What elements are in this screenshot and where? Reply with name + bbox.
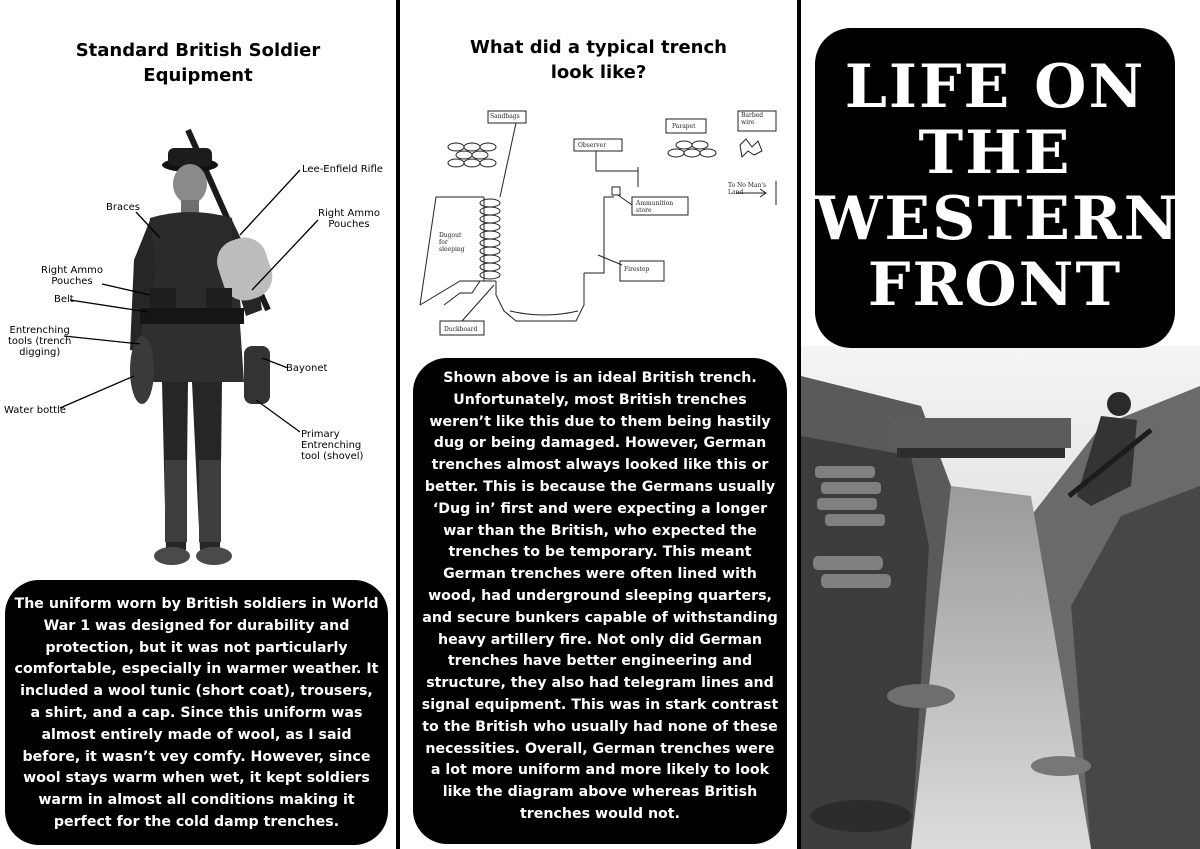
- trench-heading-line2: look like?: [550, 62, 647, 83]
- equipment-heading-line2: Equipment: [143, 65, 253, 86]
- diagram-label-parapet: Parapet: [672, 123, 696, 130]
- callout-entrenching-tools: Entrenching tools (trench digging): [8, 325, 72, 358]
- title-line-1: LIFE ON: [844, 52, 1146, 122]
- diagram-label-to-front: To No Man's Land: [728, 182, 767, 196]
- diagram-label-duckboard: Duckboard: [444, 326, 478, 333]
- equipment-heading-line1: Standard British Soldier: [75, 40, 321, 61]
- callout-primary-tool: Primary Entrenching tool (shovel): [301, 429, 364, 462]
- title-line-3: WESTERN: [815, 184, 1181, 254]
- title-panel: [801, 0, 1200, 849]
- diagram-label-observer: Observer: [578, 142, 607, 149]
- title-line-2: THE: [918, 118, 1072, 188]
- trench-photo: [801, 346, 1200, 849]
- callout-right-ammo-upper: Right Ammo Pouches: [318, 208, 380, 230]
- trench-diagram: [400, 105, 797, 345]
- trench-description: Shown above is an ideal British trench. Unfortunately, most British trenches weren’t like this due to them being hastily dug or being damaged. However, German trenches almost always looked like this or better. This is because the Germans usually ‘Dug in’ first and were expecting a longer war than the British, who expected the trenches to be temporary. This meant German trenches were often lined with wood, had underground sleeping quarters, and secure bunkers capable of withstanding heavy artillery fire. Not only did German trenches have better engineering and structure, they also had telegram lines and signal equipment. This was in stark contrast to the British who usually had none of these necessities. Overall, German trenches were a lot more uniform and more likely to look like the diagram above whereas British trenches would not.: [413, 358, 787, 844]
- callout-belt: Belt: [54, 294, 74, 305]
- trench-panel: [400, 0, 797, 849]
- diagram-label-sandbags: Sandbags: [490, 113, 520, 120]
- callout-water-bottle: Water bottle: [4, 405, 66, 416]
- callout-bayonet: Bayonet: [286, 363, 328, 374]
- equipment-heading: [0, 38, 396, 88]
- diagram-label-dugout: Dugout for sleeping: [439, 232, 465, 253]
- callout-rifle: Lee-Enfield Rifle: [302, 164, 383, 175]
- equipment-panel: [0, 0, 396, 849]
- uniform-description: The uniform worn by British soldiers in World War 1 was designed for durability and protection, but it was not particularly comfortable, especially in warmer weather. It included a wool tunic (short coat), trousers, a shirt, and a cap. Since this uniform was almost entirely made of wool, as I said before, it wasn’t vey comfy. However, since wool stays warm when wet, it kept soldiers warm in almost all conditions making it perfect for the cold damp trenches.: [5, 580, 388, 845]
- diagram-label-firestep: Firestep: [624, 266, 650, 273]
- trench-heading-line1: What did a typical trench: [470, 37, 727, 58]
- trench-heading: [400, 35, 797, 85]
- diagram-label-ammunition: Ammunition store: [636, 200, 674, 214]
- title-box: [815, 28, 1181, 348]
- callout-right-ammo-lower: Right Ammo Pouches: [41, 265, 103, 287]
- callout-braces: Braces: [106, 202, 140, 213]
- title-line-4: FRONT: [867, 250, 1123, 320]
- diagram-label-barbed-wire: Barbed wire: [741, 112, 764, 126]
